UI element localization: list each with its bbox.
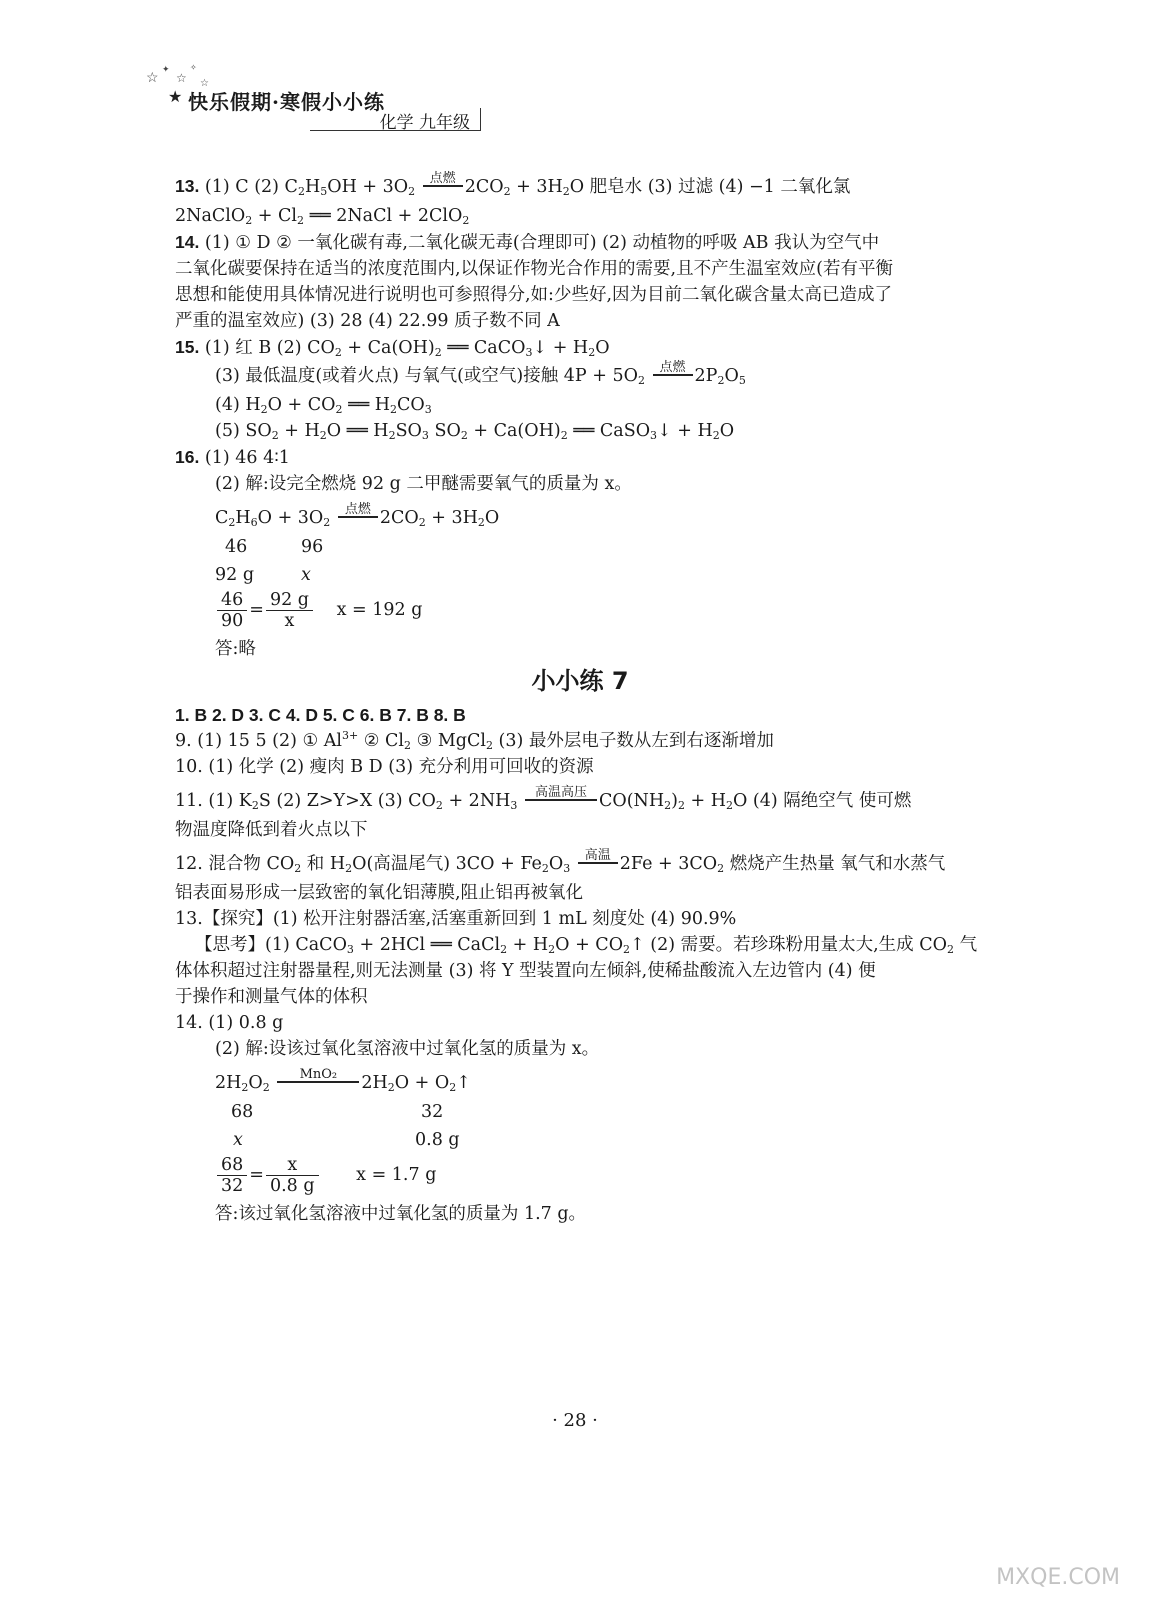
subscript: 2 <box>637 374 645 387</box>
text: O <box>548 854 564 874</box>
subscript: 2 <box>664 799 672 812</box>
subscript: 6 <box>250 516 258 529</box>
text: + 3H <box>425 508 478 528</box>
series-title: 快乐假期·寒假小小练 <box>188 90 385 114</box>
subscript: 3 <box>424 403 432 416</box>
fraction <box>266 1155 319 1196</box>
text: CO <box>396 395 425 415</box>
s7-q13-line3: 体体积超过注射器量程,则无法测量 (3) 将 Y 型装置向左倾斜,使稀盐酸流入左边管内 (4) 便 <box>175 961 876 981</box>
subscript: 3 <box>525 346 533 359</box>
watermark-logo <box>970 1510 1120 1590</box>
numerator: 68 <box>221 1155 244 1175</box>
subscript: 2 <box>449 1081 457 1094</box>
text: + H <box>684 791 726 811</box>
s7-q11-line1 <box>175 786 985 817</box>
subscript: 2 <box>335 403 343 416</box>
text: x = 192 g <box>336 600 423 620</box>
text: 11. (1) K <box>175 791 252 811</box>
text: O 肥皂水 (3) 过滤 (4) −1 二氧化氯 <box>569 177 851 197</box>
reaction-condition <box>277 1068 359 1099</box>
text: 2CO <box>464 177 504 197</box>
q15-line3 <box>175 392 985 418</box>
text: 96 <box>301 537 324 557</box>
reaction-condition <box>653 361 693 392</box>
q16-values <box>175 562 985 590</box>
condition-label: 高温 <box>584 848 611 863</box>
text: SO <box>428 421 461 441</box>
denominator: 32 <box>217 1175 247 1196</box>
subscript: 2 <box>334 346 342 359</box>
text: O <box>484 508 500 528</box>
q15-line4 <box>175 418 985 444</box>
reaction-condition <box>525 786 597 817</box>
text: x <box>301 565 311 585</box>
condition-label: 高温高压 <box>534 785 587 800</box>
text: + 2NH <box>442 791 511 811</box>
subscript: 2 <box>541 862 549 875</box>
question-number: 15. <box>175 337 200 357</box>
text: 2H <box>361 1073 388 1093</box>
subscript: 2 <box>460 429 468 442</box>
text: 2Fe + 3CO <box>619 854 718 874</box>
subscript: 2 <box>726 799 733 812</box>
q14-line3: 思想和能使用具体情况进行说明也可参照得分,如:少些好,因为目前二氧化碳含量太高已造成了 <box>175 285 893 305</box>
subscript: 2 <box>548 943 556 956</box>
text: O + 3O <box>257 508 324 528</box>
text: + Ca(OH) <box>467 421 561 441</box>
text: O(高温尾气) 3CO + Fe <box>352 854 542 874</box>
numerator: x <box>287 1155 298 1175</box>
subscript: 2 <box>297 214 304 227</box>
text: ══ 2NaCl + 2ClO <box>304 206 463 226</box>
s7-q11-line2: 物温度降低到着火点以下 <box>175 820 368 840</box>
text: (1) 红 B (2) CO <box>204 338 335 358</box>
subscript: 2 <box>388 429 396 442</box>
subscript: 2 <box>323 516 331 529</box>
subscript: 3 <box>563 862 571 875</box>
question-number: 14. <box>175 232 200 252</box>
text: O ══ H <box>326 421 389 441</box>
subscript: 2 <box>389 403 397 416</box>
text: ══ H <box>342 395 390 415</box>
text: 2CO <box>379 508 419 528</box>
svg-text:✧: ✧ <box>190 63 197 72</box>
text: 68 <box>231 1102 254 1122</box>
question-number: 16. <box>175 447 200 467</box>
subscript: 2 <box>435 799 443 812</box>
text: 2H <box>215 1073 242 1093</box>
text: O <box>595 338 610 358</box>
text: + 3H <box>510 177 563 197</box>
subscript: 2 <box>677 799 685 812</box>
text: 0.8 g <box>415 1130 460 1150</box>
fraction <box>266 590 313 631</box>
s7-q14-line2: (2) 解:设该过氧化氢溶液中过氧化氢的质量为 x。 <box>215 1039 600 1059</box>
q16-equation <box>175 503 985 534</box>
s7-q10: 10. (1) 化学 (2) 瘦肉 B D (3) 充分利用可回收的资源 <box>175 757 594 777</box>
s7-q12-line1 <box>175 849 985 880</box>
page-header <box>140 60 500 140</box>
q13-line1 <box>175 172 985 203</box>
subscript: 2 <box>260 403 268 416</box>
page-number: · 28 · <box>552 1410 598 1431</box>
reaction-condition <box>578 849 618 880</box>
s7-q14-line1: 14. (1) 0.8 g <box>175 1013 284 1033</box>
subscript: 2 <box>241 1081 249 1094</box>
svg-text:★: ★ <box>168 87 183 106</box>
s7-q14-masses <box>175 1099 985 1127</box>
q14-line4: 严重的温室效应) (3) 28 (4) 22.99 质子数不同 A <box>175 311 560 331</box>
subscript: 2 <box>562 185 570 198</box>
subscript: 2 <box>319 429 327 442</box>
text: ══ CaCO <box>441 338 526 358</box>
s7-mc-answers: 1. B 2. D 3. C 4. D 5. C 6. B 7. B 8. B <box>175 705 466 725</box>
q16-line1 <box>175 444 985 471</box>
text: ══ CaSO <box>567 421 651 441</box>
text: ③ MgCl <box>411 731 486 751</box>
q15-line2 <box>175 361 985 392</box>
subscript: 2 <box>485 739 493 752</box>
svg-text:☆: ☆ <box>176 71 187 85</box>
text: H <box>235 508 251 528</box>
text: 46 <box>225 537 248 557</box>
text: + H <box>278 421 320 441</box>
reaction-condition <box>423 172 463 203</box>
text: (1) 46 4∶1 <box>204 448 290 468</box>
text: (4) H <box>215 395 261 415</box>
svg-text:☆: ☆ <box>200 78 209 89</box>
denominator: x <box>266 610 313 631</box>
text: O + O <box>394 1073 450 1093</box>
subscript: 2 <box>434 346 442 359</box>
subscript: 3 <box>650 429 658 442</box>
subscript: 2 <box>271 429 279 442</box>
s7-q13-line2 <box>175 932 985 958</box>
subject-label: 化学 九年级 <box>379 113 470 133</box>
subscript: 2 <box>297 185 305 198</box>
reaction-condition <box>338 503 378 534</box>
text: 【思考】(1) CaCO <box>195 935 347 955</box>
q13-line2 <box>175 203 985 229</box>
subscript: 2 <box>712 429 720 442</box>
text: + Ca(OH) <box>341 338 435 358</box>
subscript: 2 <box>294 862 302 875</box>
superscript: 3+ <box>341 729 359 742</box>
text: (1) ① D ② 一氧化碳有毒,二氧化碳无毒(合理即可) (2) 动植物的呼吸 AB 我认为空气中 <box>204 233 880 253</box>
text: 12. 混合物 CO <box>175 854 295 874</box>
q16-answer: 答:略 <box>215 639 256 659</box>
text: ② Cl <box>358 731 405 751</box>
numerator: 46 <box>221 590 244 610</box>
subscript: 2 <box>717 374 725 387</box>
text: S (2) Z>Y>X (3) CO <box>258 791 436 811</box>
subscript: 2 <box>387 1081 395 1094</box>
subscript: 5 <box>738 374 746 387</box>
subscript: 3 <box>510 799 518 812</box>
text: 燃烧产生热量 氧气和水蒸气 <box>724 854 946 874</box>
text: 9. (1) 15 5 (2) ① Al <box>175 731 342 751</box>
svg-text:✦: ✦ <box>162 65 170 75</box>
text: + H <box>507 935 549 955</box>
subscript: 2 <box>251 799 259 812</box>
text: + 2HCl ══ CaCl <box>353 935 501 955</box>
subscript: 2 <box>560 429 568 442</box>
denominator: 0.8 g <box>266 1175 319 1196</box>
subscript: 2 <box>947 943 954 956</box>
text: C <box>215 508 229 528</box>
condition-label: MnO₂ <box>299 1067 338 1082</box>
condition-label: 点燃 <box>429 171 456 186</box>
subscript: 2 <box>623 943 631 956</box>
text: O <box>719 421 735 441</box>
subject-box <box>310 108 481 131</box>
s7-q14-answer: 答:该过氧化氢溶液中过氧化氢的质量为 1.7 g。 <box>215 1204 587 1224</box>
svg-text:☆: ☆ <box>146 70 159 86</box>
q14-line1 <box>175 229 985 256</box>
subscript: 2 <box>418 516 426 529</box>
numerator: 92 g <box>269 590 309 610</box>
text: 2P <box>694 366 718 386</box>
subscript: 3 <box>421 429 429 442</box>
section-title: 小小练 7 <box>531 667 629 695</box>
text: (5) SO <box>215 421 272 441</box>
q16-proportion: $\frac{46}{90}$ = $\frac{92 g}{x}$ x = 192 g <box>175 590 985 636</box>
text: x = 1.7 g <box>356 1165 437 1185</box>
text: x <box>233 1130 243 1150</box>
condition-label: 点燃 <box>344 502 371 517</box>
text: H <box>304 177 321 197</box>
fraction <box>217 1155 247 1196</box>
q16-masses <box>175 534 985 562</box>
s7-q14-values <box>175 1127 985 1155</box>
watermark-text: MXQE.COM <box>996 1565 1120 1590</box>
text: 2NaClO <box>175 206 246 226</box>
subscript: 2 <box>462 214 470 227</box>
text: (3) 最外层电子数从左到右逐渐增加 <box>492 731 774 751</box>
text: ) <box>671 791 678 811</box>
text: (3) 最低温度(或着火点) 与氧气(或空气)接触 4P + 5O <box>215 366 638 386</box>
text: + Cl <box>252 206 297 226</box>
text: ↓ + H <box>657 421 713 441</box>
subscript: 3 <box>346 943 354 956</box>
question-number: 13. <box>175 176 200 196</box>
subscript: 2 <box>345 862 353 875</box>
text: ↓ + H <box>532 338 589 358</box>
subscript: 5 <box>320 185 328 198</box>
text: 92 g <box>215 565 255 585</box>
subscript: 2 <box>500 943 508 956</box>
s7-q13-line1: 13.【探究】(1) 松开注射器活塞,活塞重新回到 1 mL 刻度处 (4) 90.9% <box>175 909 737 929</box>
text: SO <box>395 421 422 441</box>
subscript: 2 <box>588 346 596 359</box>
subscript: 2 <box>262 1081 270 1094</box>
answer-content <box>175 172 985 1227</box>
subscript: 2 <box>228 516 236 529</box>
s7-q12-line2: 铝表面易形成一层致密的氧化铝薄膜,阻止铝再被氧化 <box>175 883 584 903</box>
text: ↑ (2) 需要。若珍珠粉用量太大,生成 CO <box>630 935 947 955</box>
text: 气 <box>954 935 978 955</box>
subscript: 2 <box>717 862 725 875</box>
text: O + CO <box>267 395 336 415</box>
s7-q9 <box>175 728 985 754</box>
text: 和 H <box>301 854 346 874</box>
subscript: 2 <box>245 214 253 227</box>
q16-line2: (2) 解:设完全燃烧 92 g 二甲醚需要氧气的质量为 x。 <box>215 474 632 494</box>
text: CO(NH <box>598 791 665 811</box>
denominator: 90 <box>217 610 247 631</box>
text: O (4) 隔绝空气 使可燃 <box>733 791 912 811</box>
text: O + CO <box>555 935 624 955</box>
s7-q14-equation <box>175 1068 985 1099</box>
text: O <box>248 1073 263 1093</box>
text: O <box>724 366 739 386</box>
s7-q13-line4: 于操作和测量气体的体积 <box>175 987 368 1007</box>
subscript: 2 <box>477 516 485 529</box>
text: 32 <box>421 1102 444 1122</box>
subscript: 2 <box>408 185 416 198</box>
subscript: 2 <box>503 185 511 198</box>
text: OH + 3O <box>327 177 409 197</box>
condition-label: 点燃 <box>659 360 686 375</box>
text: (1) C (2) C <box>204 177 298 197</box>
fraction <box>217 590 247 631</box>
subscript: 2 <box>404 739 412 752</box>
q15-line1 <box>175 334 985 361</box>
text: ↑ <box>456 1073 471 1093</box>
s7-q14-proportion: $\frac{68}{32}$ = $\frac{x}{0.8 g}$ x = 1.7 g <box>175 1155 985 1201</box>
q14-line2: 二氧化碳要保持在适当的浓度范围内,以保证作物光合作用的需要,且不产生温室效应(若有平衡 <box>175 259 893 279</box>
